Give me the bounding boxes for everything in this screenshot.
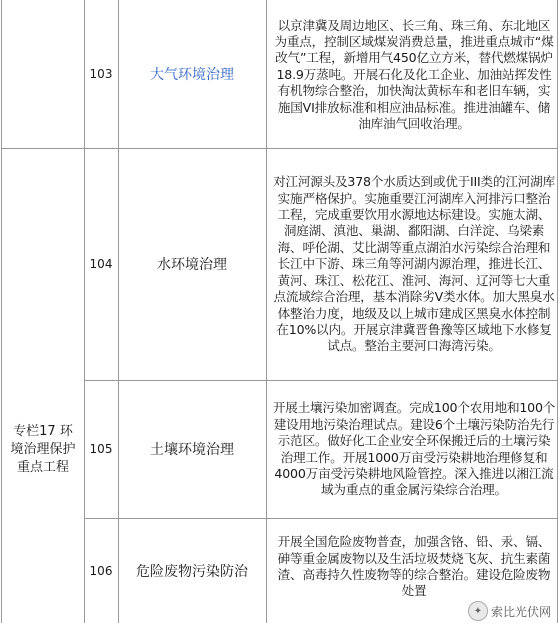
project-description: 以京津冀及周边地区、长三角、珠三角、东北地区为重点，控制区域煤炭消费总量，推进重点城市“煤改气”工程，新增用气450亿立方米，替代燃煤锅炉18.9万蒸吨。开展石化及化工企业、加油站挥发性有机物综合整治，加快淘汰黄标车和老旧车辆，实施国VI排放标准和相应油品标准。推进油罐车、储油库油气回收治理。	[274, 17, 554, 132]
wechat-icon: ✦	[468, 601, 488, 621]
table-border	[1, 0, 2, 623]
project-name: 土壤环境治理	[150, 442, 234, 458]
project-description: 开展土壤污染加密调查。完成100个农用地和100个建设用地污染治理试点。建设6个土壤污染防治先行示范区。做好化工企业安全环保搬迁后的土壤污染治理工作。开展1000万亩受污染耕地治理修复和4000万亩受污染耕地风险管控。深入推进以湘江流域为重点的重金属污染综合治理。	[272, 400, 556, 498]
project-number: 103	[89, 67, 113, 81]
project-number: 105	[89, 442, 113, 456]
watermark-text: 索比光伏网	[490, 604, 551, 619]
watermark	[466, 601, 553, 621]
section-title: 专栏17 环境治理保护重点工程	[10, 424, 76, 475]
project-description: 对江河源头及378个水质达到或优于III类的江河湖库实施严格保护。实施重要江河湖库入河排污口整治工程，完成重要饮用水源地达标建设。实施太湖、洞庭湖、滇池、巢湖、鄱阳湖、白洋淀、乌梁素海、呼伦湖、艾比湖等重点湖泊水污染综合治理和长江中下游、珠三角等河湖内源治理，推进长江、黄河、珠江、松花江、淮河、海河、辽河等七大重点流域综合治理，基本消除劣V类水体。加大黑臭水体整治力度，地级及以上城市建成区黑臭水体控制在10%以内。开展京津冀晋鲁豫等区域地下水修复试点。整治主要河口海湾污染。	[273, 174, 555, 354]
project-number: 106	[89, 563, 113, 578]
project-number: 104	[89, 257, 113, 271]
project-name: 危险废物污染防治	[136, 563, 248, 580]
project-name: 水环境治理	[157, 257, 227, 273]
project-description: 开展全国危险废物普查，加强含铬、铅、汞、镉、砷等重金属废物以及生活垃圾焚烧飞灰、抗生素菌渣、高毒持久性废物等的综合整治。建设危险废物处置	[277, 534, 551, 599]
project-name: 大气环境治理	[150, 67, 234, 83]
